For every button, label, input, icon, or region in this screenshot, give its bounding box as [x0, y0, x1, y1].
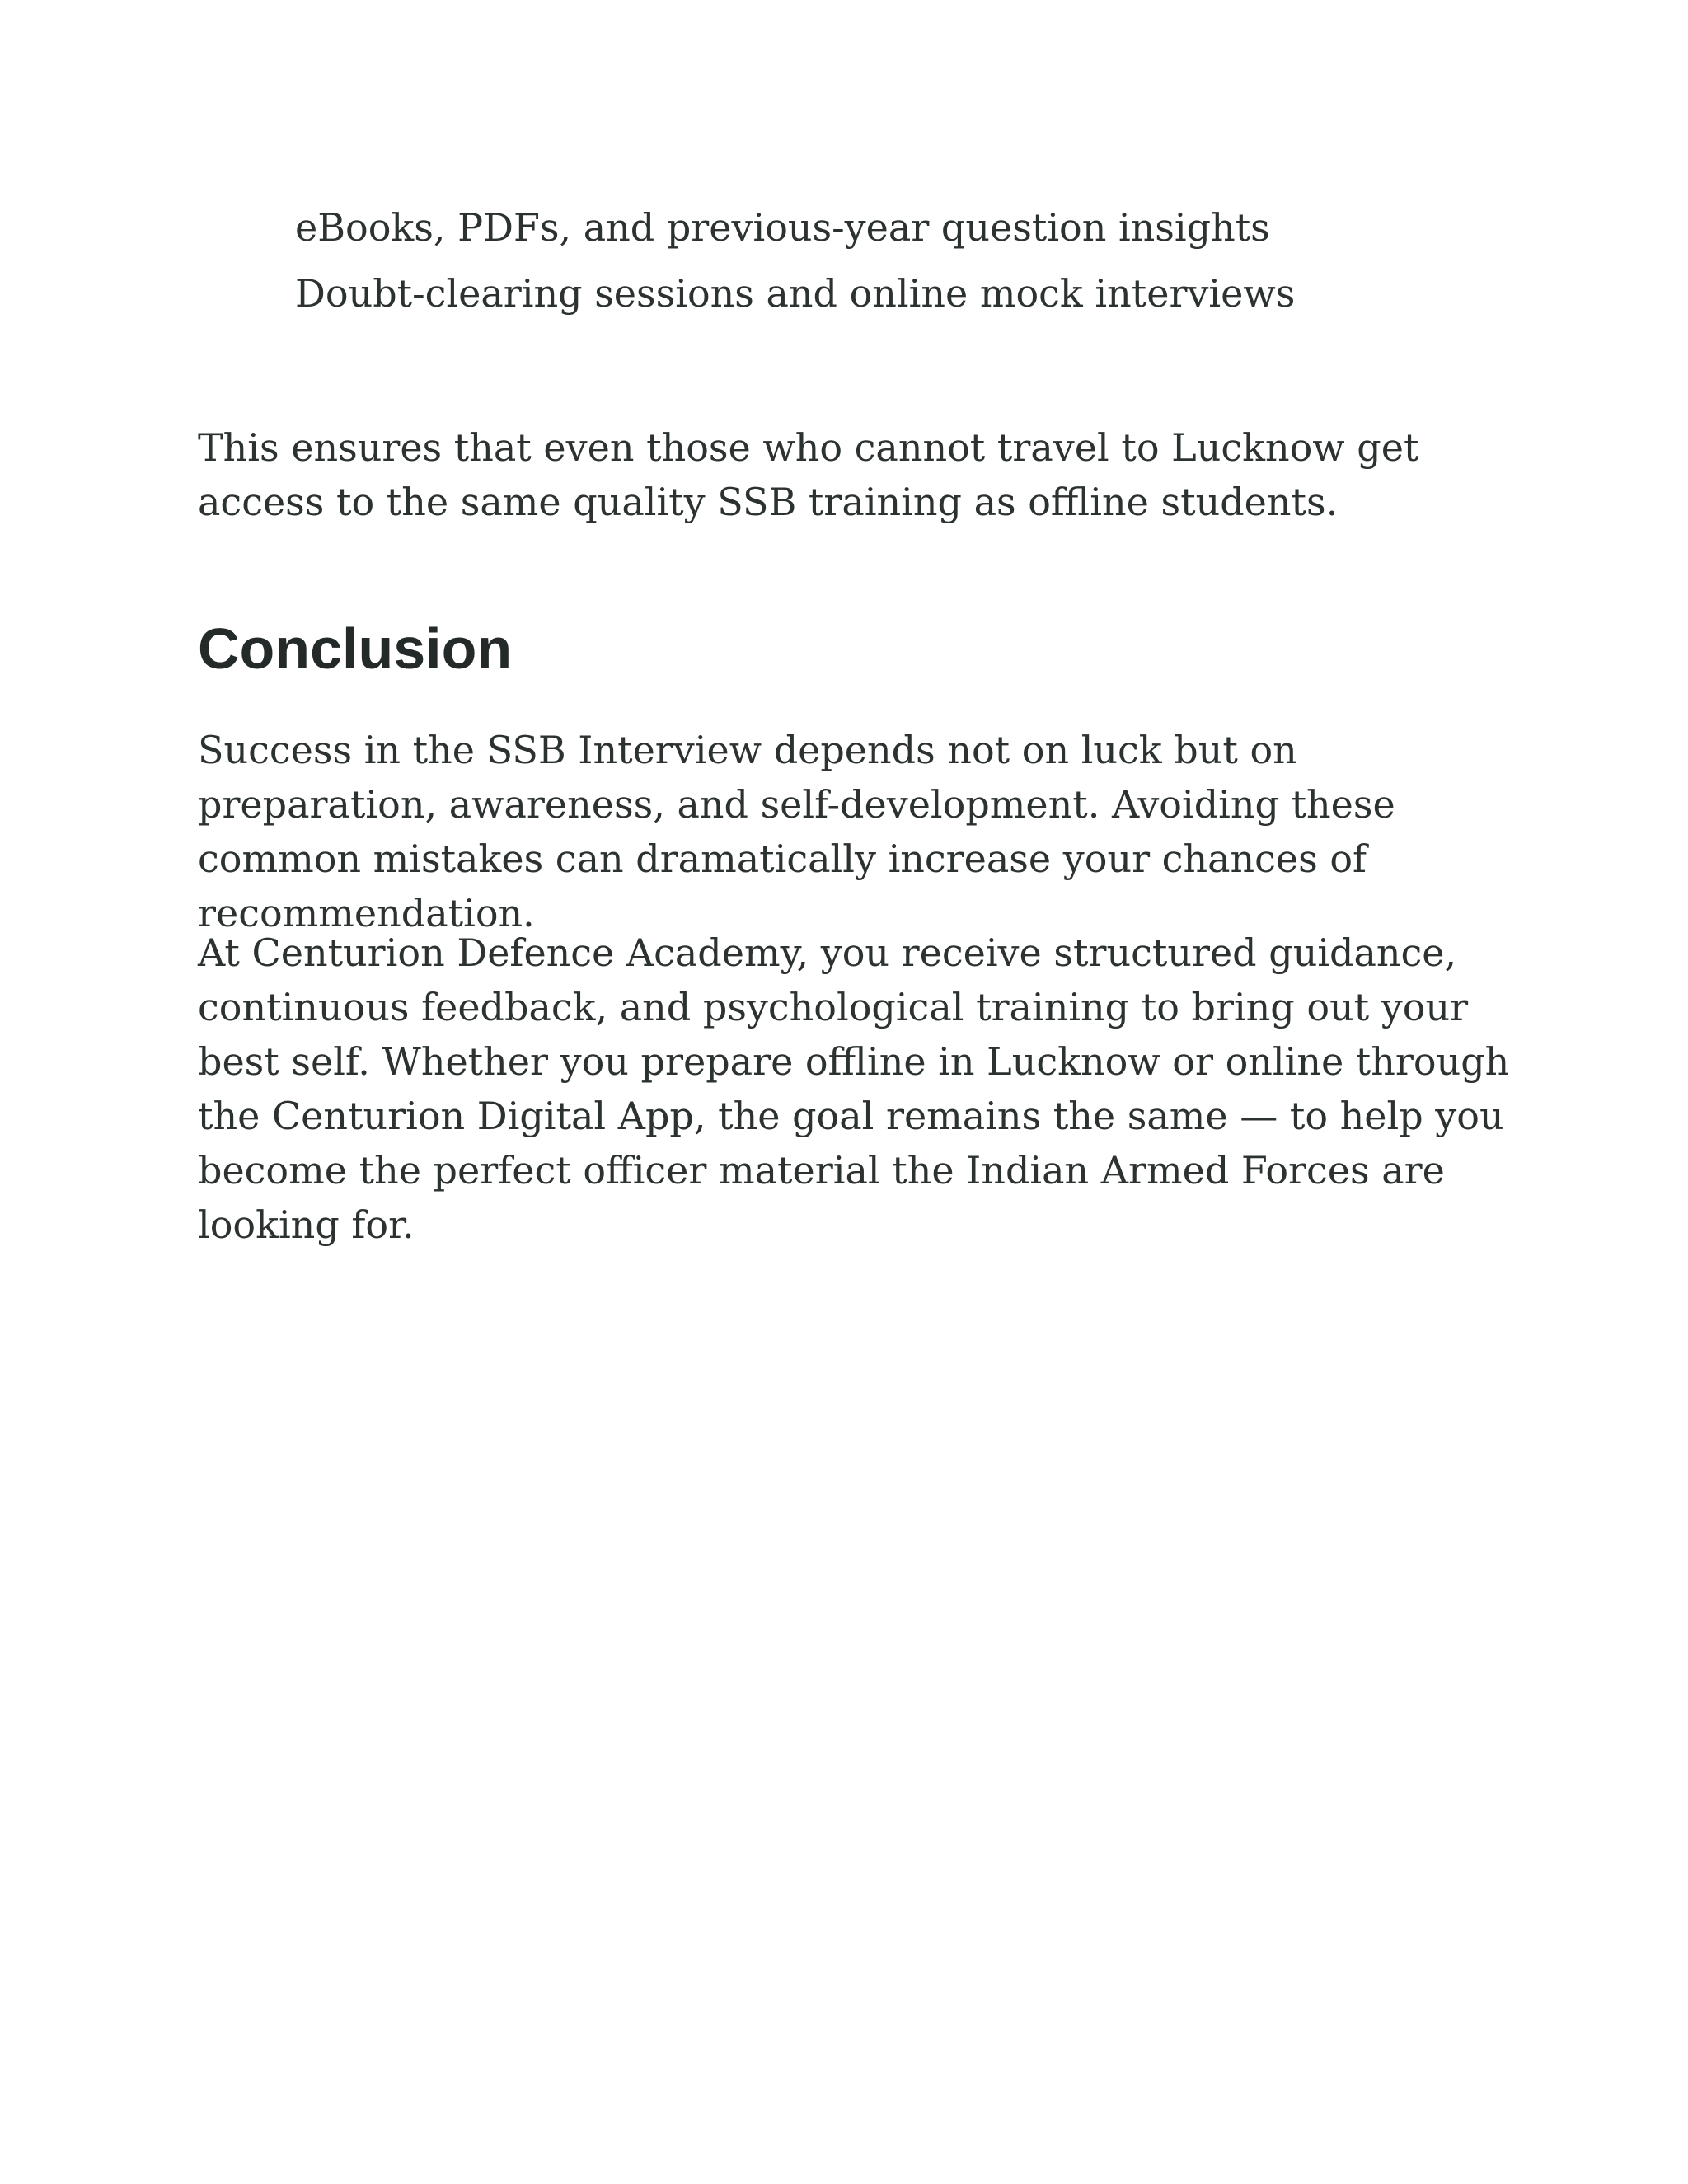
conclusion-paragraph-2: At Centurion Defence Academy, you receive structured guidance, continuous feedback, and psychological training to bring out your best self. Whether you prepare offline in Lucknow or online through the Centurion Digital App, the goal remains the same — to help you become the perfect officer material the Indian Armed Forces are looking for. [198, 930, 1510, 1247]
list-item: Doubt-clearing sessions and online mock interviews [295, 271, 1296, 316]
feature-list [198, 194, 1295, 326]
conclusion-heading: Conclusion [198, 616, 513, 681]
conclusion-paragraph-1: Success in the SSB Interview depends not on luck but on preparation, awareness, and self-development. Avoiding these common mistakes can dramatically increase your chances of recommendation. [198, 728, 1395, 935]
access-paragraph: This ensures that even those who cannot travel to Lucknow get access to the same quality SSB training as offline students. [198, 425, 1419, 524]
list-item: eBooks, PDFs, and previous-year question insights [295, 205, 1270, 250]
